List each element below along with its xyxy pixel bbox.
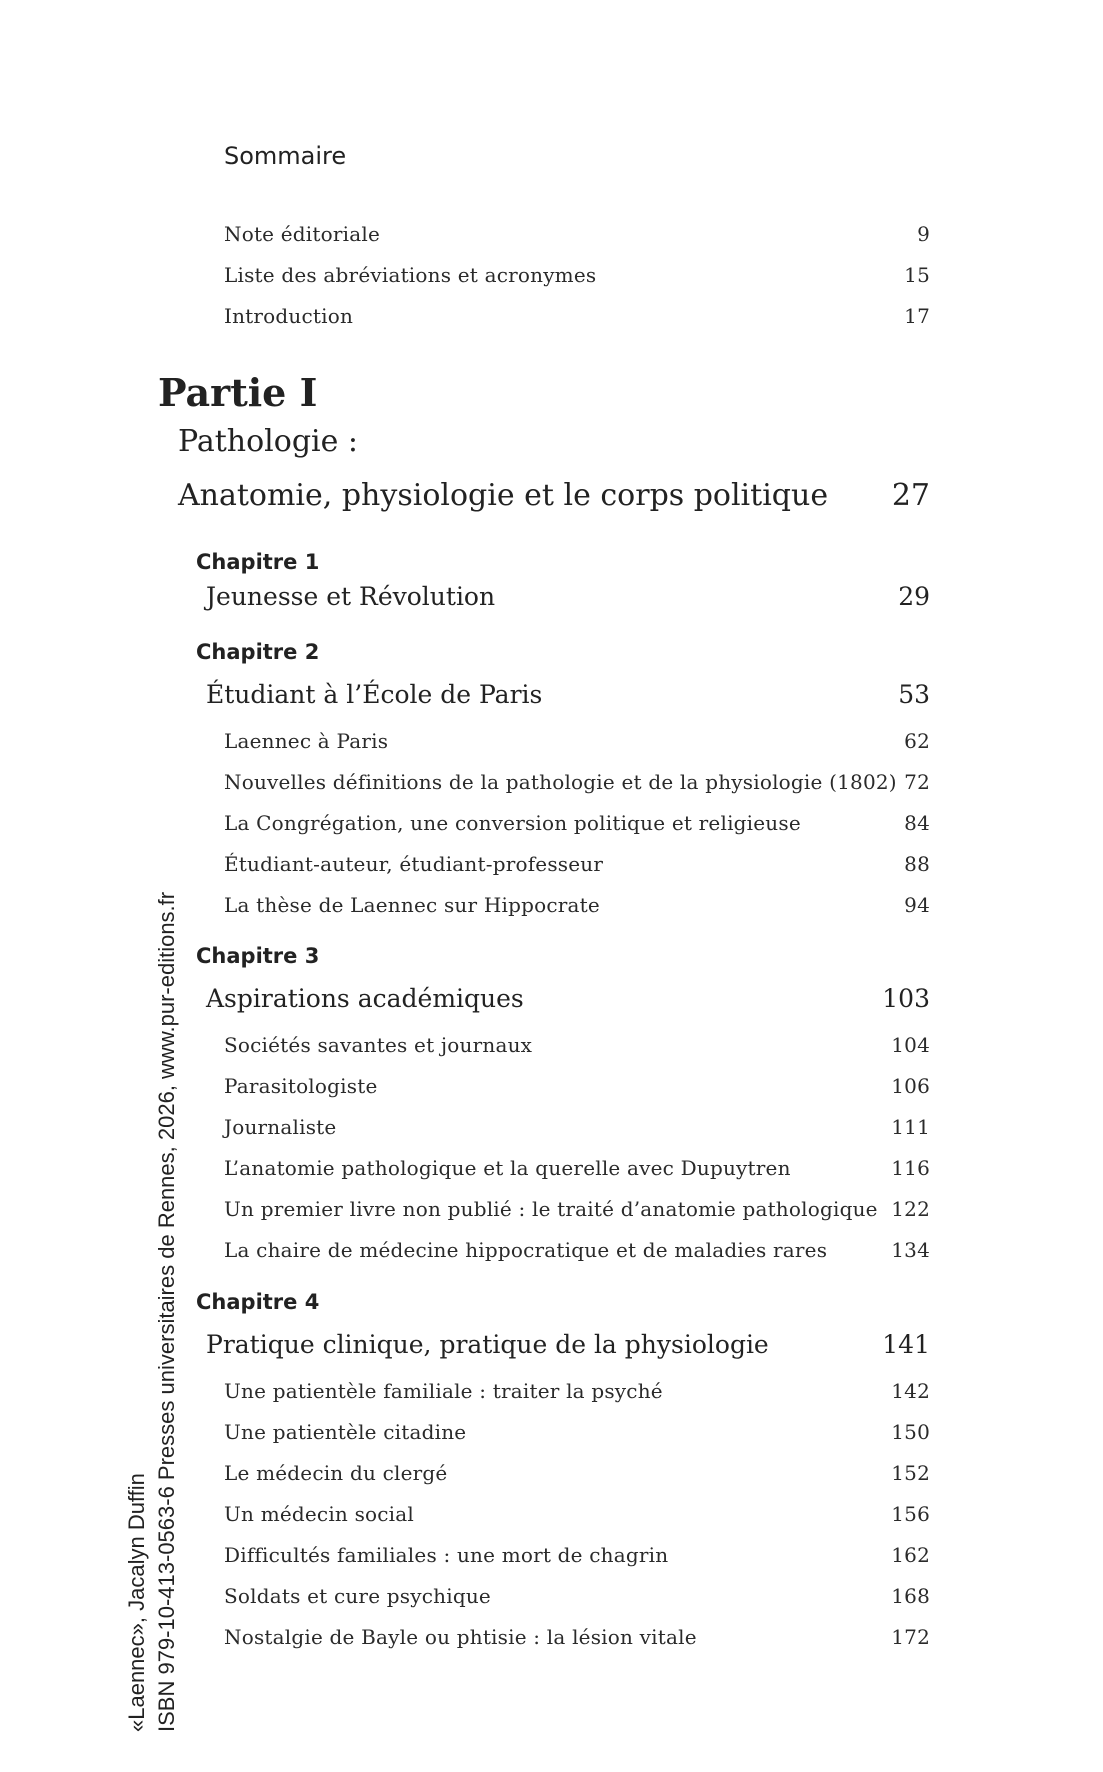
toc-entry[interactable] (224, 729, 930, 753)
toc-entry-title: Introduction (224, 304, 354, 328)
chapter-label: Chapitre 1 (196, 550, 320, 574)
side-credit (122, 722, 182, 1732)
toc-entry-page: 9 (917, 222, 930, 246)
chapter-title: Jeunesse et Révolution (206, 582, 496, 611)
toc-entry[interactable] (224, 1584, 930, 1608)
chapter-title-row[interactable] (206, 984, 930, 1013)
toc-entry-title: Nouvelles définitions de la pathologie et de la physiologie (1802) (224, 770, 897, 794)
toc-entry-title: Un premier livre non publié : le traité d’anatomie pathologique (224, 1197, 878, 1221)
toc-entry-title: Difficultés familiales : une mort de chagrin (224, 1543, 669, 1567)
part-title: Anatomie, physiologie et le corps politique (178, 478, 829, 513)
toc-entry-title: Un médecin social (224, 1502, 414, 1526)
toc-entry-title: Sociétés savantes et journaux (224, 1033, 533, 1057)
toc-entry[interactable] (224, 1074, 930, 1098)
toc-entry-title: Liste des abréviations et acronymes (224, 263, 597, 287)
toc-entry-title: Étudiant-auteur, étudiant-professeur (224, 852, 604, 876)
toc-entry[interactable] (224, 770, 930, 794)
toc-entry-title: Laennec à Paris (224, 729, 389, 753)
toc-entry-page: 17 (904, 304, 930, 328)
toc-entry-page: 168 (891, 1584, 930, 1608)
part-subtitle: Pathologie : (178, 424, 359, 459)
toc-entry-title: Parasitologiste (224, 1074, 378, 1098)
sommaire-heading: Sommaire (224, 142, 347, 170)
chapter-page: 29 (898, 582, 930, 611)
toc-entry-page: 15 (904, 263, 930, 287)
chapter-label: Chapitre 4 (196, 1290, 320, 1314)
chapter-page: 141 (882, 1330, 930, 1359)
toc-entry[interactable] (224, 1033, 930, 1057)
toc-entry[interactable] (224, 1543, 930, 1567)
toc-entry[interactable] (224, 1156, 930, 1180)
toc-entry-page: 94 (904, 893, 930, 917)
side-credit-line2: ISBN 979-10-413-0563-6 Presses universitaires de Rennes, 2026, www.pur-editions.fr (154, 891, 179, 1732)
toc-entry[interactable] (224, 1115, 930, 1139)
toc-entry-page: 142 (891, 1379, 930, 1403)
toc-entry[interactable] (224, 1502, 930, 1526)
toc-entry-page: 162 (891, 1543, 930, 1567)
toc-entry[interactable] (224, 304, 930, 328)
toc-entry-page: 152 (891, 1461, 930, 1485)
toc-entry-page: 122 (891, 1197, 930, 1221)
toc-entry-title: La chaire de médecine hippocratique et de maladies rares (224, 1238, 828, 1262)
chapter-title: Pratique clinique, pratique de la physiologie (206, 1330, 769, 1359)
chapter-title-row[interactable] (206, 582, 930, 611)
toc-entry-page: 104 (891, 1033, 930, 1057)
toc-entry-page: 84 (904, 811, 930, 835)
toc-entry-title: Soldats et cure psychique (224, 1584, 491, 1608)
toc-entry[interactable] (224, 1197, 930, 1221)
toc-entry[interactable] (224, 1625, 930, 1649)
toc-entry[interactable] (224, 893, 930, 917)
toc-entry-title: Une patientèle citadine (224, 1420, 467, 1444)
toc-entry-title: Le médecin du clergé (224, 1461, 448, 1485)
toc-entry-title: Une patientèle familiale : traiter la psyché (224, 1379, 663, 1403)
toc-entry-page: 150 (891, 1420, 930, 1444)
toc-entry-title: La thèse de Laennec sur Hippocrate (224, 893, 600, 917)
toc-entry[interactable] (224, 1379, 930, 1403)
part-label: Partie I (158, 370, 318, 415)
toc-entry-title: La Congrégation, une conversion politique et religieuse (224, 811, 801, 835)
toc-entry-page: 156 (891, 1502, 930, 1526)
toc-entry[interactable] (224, 852, 930, 876)
chapter-title: Aspirations académiques (206, 984, 524, 1013)
toc-entry-page: 172 (891, 1625, 930, 1649)
chapter-label: Chapitre 3 (196, 944, 320, 968)
chapter-title-row[interactable] (206, 680, 930, 709)
toc-entry[interactable] (224, 222, 930, 246)
toc-entry[interactable] (224, 263, 930, 287)
toc-entry-title: Journaliste (224, 1115, 337, 1139)
part-page: 27 (891, 478, 930, 513)
toc-entry-page: 111 (891, 1115, 930, 1139)
toc-entry-page: 88 (904, 852, 930, 876)
toc-entry[interactable] (224, 1420, 930, 1444)
chapter-title-row[interactable] (206, 1330, 930, 1359)
toc-entry-page: 116 (891, 1156, 930, 1180)
chapter-page: 103 (882, 984, 930, 1013)
toc-entry-page: 106 (891, 1074, 930, 1098)
toc-entry-title: Note éditoriale (224, 222, 380, 246)
side-credit-line1: «Laennec», Jacalyn Duffin (124, 1473, 149, 1732)
toc-entry[interactable] (224, 811, 930, 835)
toc-entry-page: 62 (904, 729, 930, 753)
toc-entry-page: 134 (891, 1238, 930, 1262)
part-title-row[interactable] (178, 478, 930, 513)
toc-entry-page: 72 (904, 770, 930, 794)
chapter-title: Étudiant à l’École de Paris (206, 680, 543, 709)
toc-entry[interactable] (224, 1238, 930, 1262)
toc-entry-title: Nostalgie de Bayle ou phtisie : la lésion vitale (224, 1625, 697, 1649)
toc-entry-title: L’anatomie pathologique et la querelle avec Dupuytren (224, 1156, 791, 1180)
toc-entry[interactable] (224, 1461, 930, 1485)
chapter-page: 53 (898, 680, 930, 709)
chapter-label: Chapitre 2 (196, 640, 320, 664)
